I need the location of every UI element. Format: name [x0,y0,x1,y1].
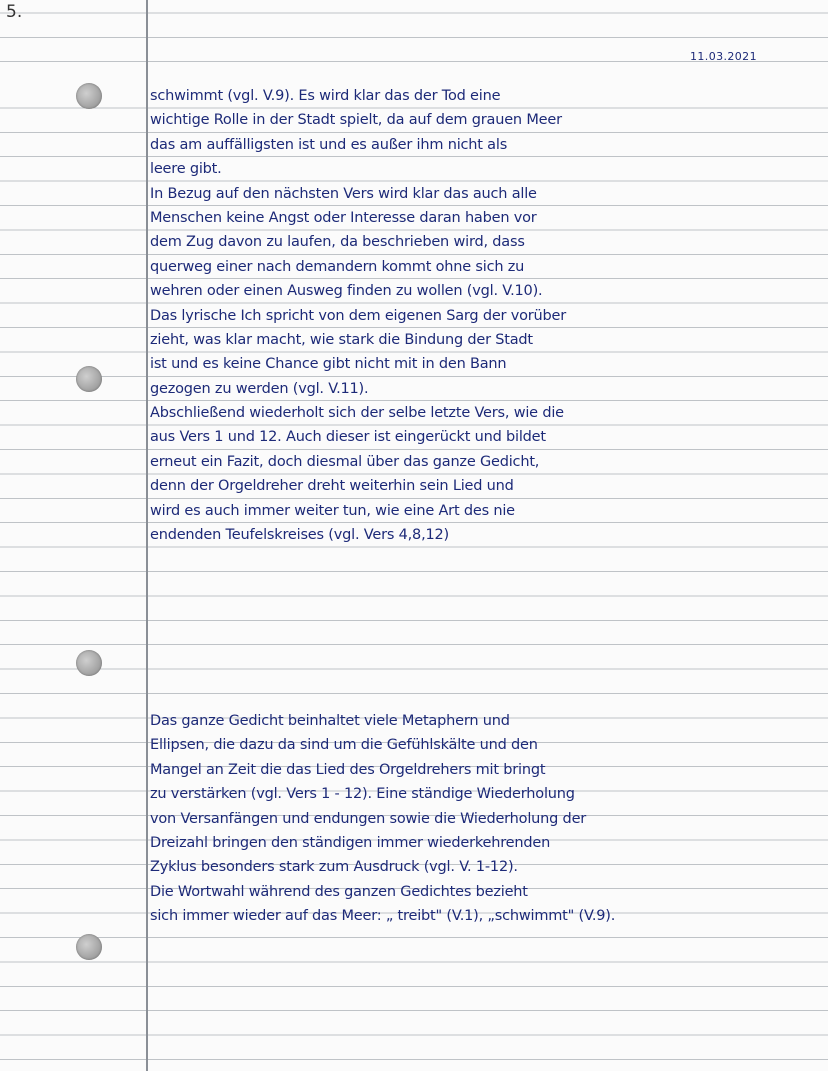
text-line: leere gibt. [150,161,222,178]
text-line: Mangel an Zeit die das Lied des Orgeldrehers mit bringt [150,761,546,778]
punch-hole [76,366,102,392]
text-line: zu verstärken (vgl. Vers 1 - 12). Eine ständige Wiederholung [150,786,575,803]
text-line: Zyklus besonders stark zum Ausdruck (vgl. V. 1-12). [150,859,518,876]
text-line: Dreizahl bringen den ständigen immer wiederkehrenden [150,834,551,851]
text-line: gezogen zu werden (vgl. V.11). [150,380,369,397]
text-line: denn der Orgeldreher dreht weiterhin sein Lied und [150,478,514,495]
text-line: sich immer wieder auf das Meer: „ treibt" (V.1), „schwimmt" (V.9). [150,908,616,925]
text-line: aus Vers 1 und 12. Auch dieser ist eingerückt und bildet [150,429,546,446]
punch-hole [76,83,102,109]
page-number: 5. [6,2,23,22]
text-line: dem Zug davon zu laufen, da beschrieben wird, dass [150,234,525,251]
text-line: ist und es keine Chance gibt nicht mit in den Bann [150,356,507,373]
text-line: schwimmt (vgl. V.9). Es wird klar das der Tod eine [150,88,501,104]
punch-hole [76,650,102,676]
text-line: zieht, was klar macht, wie stark die Bindung der Stadt [150,331,533,348]
text-line: erneut ein Fazit, doch diesmal über das ganze Gedicht, [150,453,540,470]
text-line: von Versanfängen und endungen sowie die Wiederholung der [150,810,587,827]
text-line: Menschen keine Angst oder Interesse daran haben vor [150,209,537,226]
text-line: wichtige Rolle in der Stadt spielt, da auf dem grauen Meer [150,112,562,129]
margin-line [146,0,148,1071]
text-line: endenden Teufelskreises (vgl. Vers 4,8,12) [150,527,449,544]
text-line: wird es auch immer weiter tun, wie eine Art des nie [150,502,515,519]
text-line: Das lyrische Ich spricht von dem eigenen Sarg der vorüber [150,307,567,324]
text-line: querweg einer nach demandern kommt ohne sich zu [150,258,525,275]
text-line: wehren oder einen Ausweg finden zu wollen (vgl. V.10). [150,283,543,300]
paragraph-2 [150,709,718,929]
text-line: Die Wortwahl während des ganzen Gedichtes bezieht [150,883,528,900]
text-line: Ellipsen, die dazu da sind um die Gefühlskälte und den [150,737,538,754]
date: 11.03.2021 [690,50,757,63]
text-line: das am auffälligsten ist und es außer ihm nicht als [150,136,508,153]
paragraph-1 [150,84,718,547]
punch-hole [76,934,102,960]
text-line: In Bezug auf den nächsten Vers wird klar das auch alle [150,185,537,202]
text-line: Das ganze Gedicht beinhaltet viele Metaphern und [150,713,510,729]
text-line: Abschließend wiederholt sich der selbe letzte Vers, wie die [150,405,564,422]
